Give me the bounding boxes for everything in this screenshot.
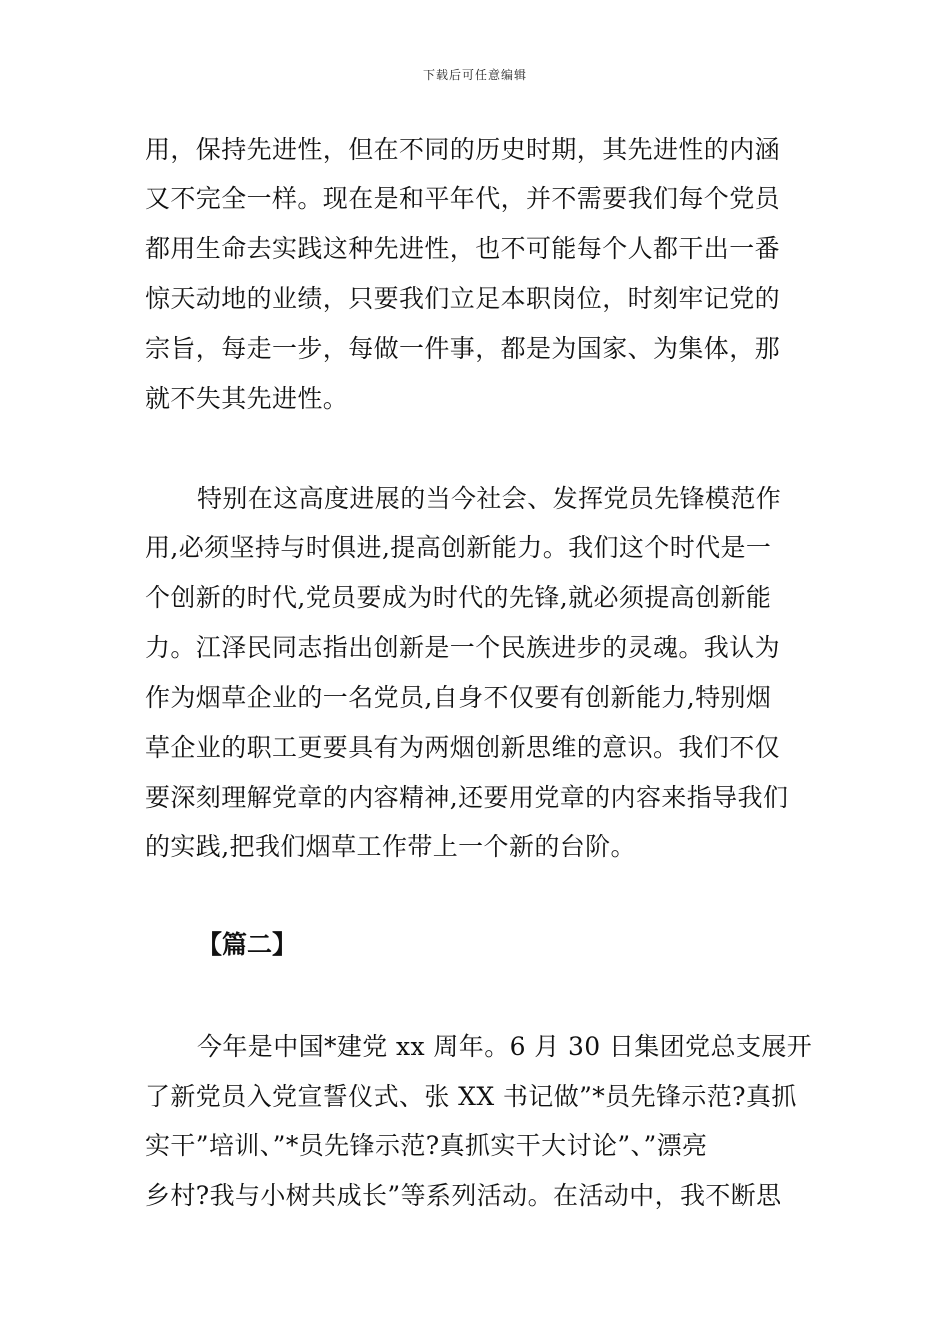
paragraph-3-line-3: 实干”培训、”*员先锋示范?真抓实干大讨论”、”漂亮: [145, 1131, 708, 1160]
paragraph-1-line-3: 都用生命去实践这种先进性，也不可能每个人都干出一番: [145, 234, 781, 263]
paragraph-2-line-5: 作为烟草企业的一名党员,自身不仅要有创新能力,特别烟: [145, 683, 772, 712]
paragraph-1-line-4: 惊天动地的业绩，只要我们立足本职岗位，时刻牢记党的: [145, 284, 781, 313]
paragraph-2-line-2: 用,必须坚持与时俱进,提高创新能力。我们这个时代是一: [145, 533, 772, 562]
paragraph-1-line-2: 又不完全一样。现在是和平年代，并不需要我们每个党员: [145, 184, 781, 213]
paragraph-3-line-4: 乡村?我与小树共成长”等系列活动。在活动中，我不断思: [145, 1181, 782, 1210]
paragraph-3-line-1: 今年是中国*建党 xx 周年。6 月 30 日集团党总支展开: [197, 1032, 813, 1061]
paragraph-1-line-5: 宗旨，每走一步，每做一件事，都是为国家、为集体，那: [145, 334, 781, 363]
paragraph-2-line-1: 特别在这高度进展的当今社会、发挥党员先锋模范作: [197, 484, 782, 513]
paragraph-2-line-7: 要深刻理解党章的内容精神,还要用党章的内容来指导我们: [145, 783, 789, 812]
paragraph-3-line-2: 了新党员入党宣誓仪式、张 XX 书记做”*员先锋示范?真抓: [145, 1082, 797, 1111]
paragraph-1-line-1: 用，保持先进性，但在不同的历史时期，其先进性的内涵: [145, 135, 781, 164]
header-note: 下载后可任意编辑: [422, 68, 527, 82]
paragraph-2-line-8: 的实践,把我们烟草工作带上一个新的台阶。: [145, 832, 636, 861]
paragraph-2-line-6: 草企业的职工更要具有为两烟创新思维的意识。我们不仅: [145, 733, 781, 762]
paragraph-2-line-4: 力。江泽民同志指出创新是一个民族进步的灵魂。我认为: [145, 633, 781, 662]
section-heading: 【篇二】: [197, 930, 298, 959]
paragraph-1-line-6: 就不失其先进性。: [145, 384, 349, 413]
paragraph-2-line-3: 个创新的时代,党员要成为时代的先锋,就必须提高创新能: [145, 583, 772, 612]
